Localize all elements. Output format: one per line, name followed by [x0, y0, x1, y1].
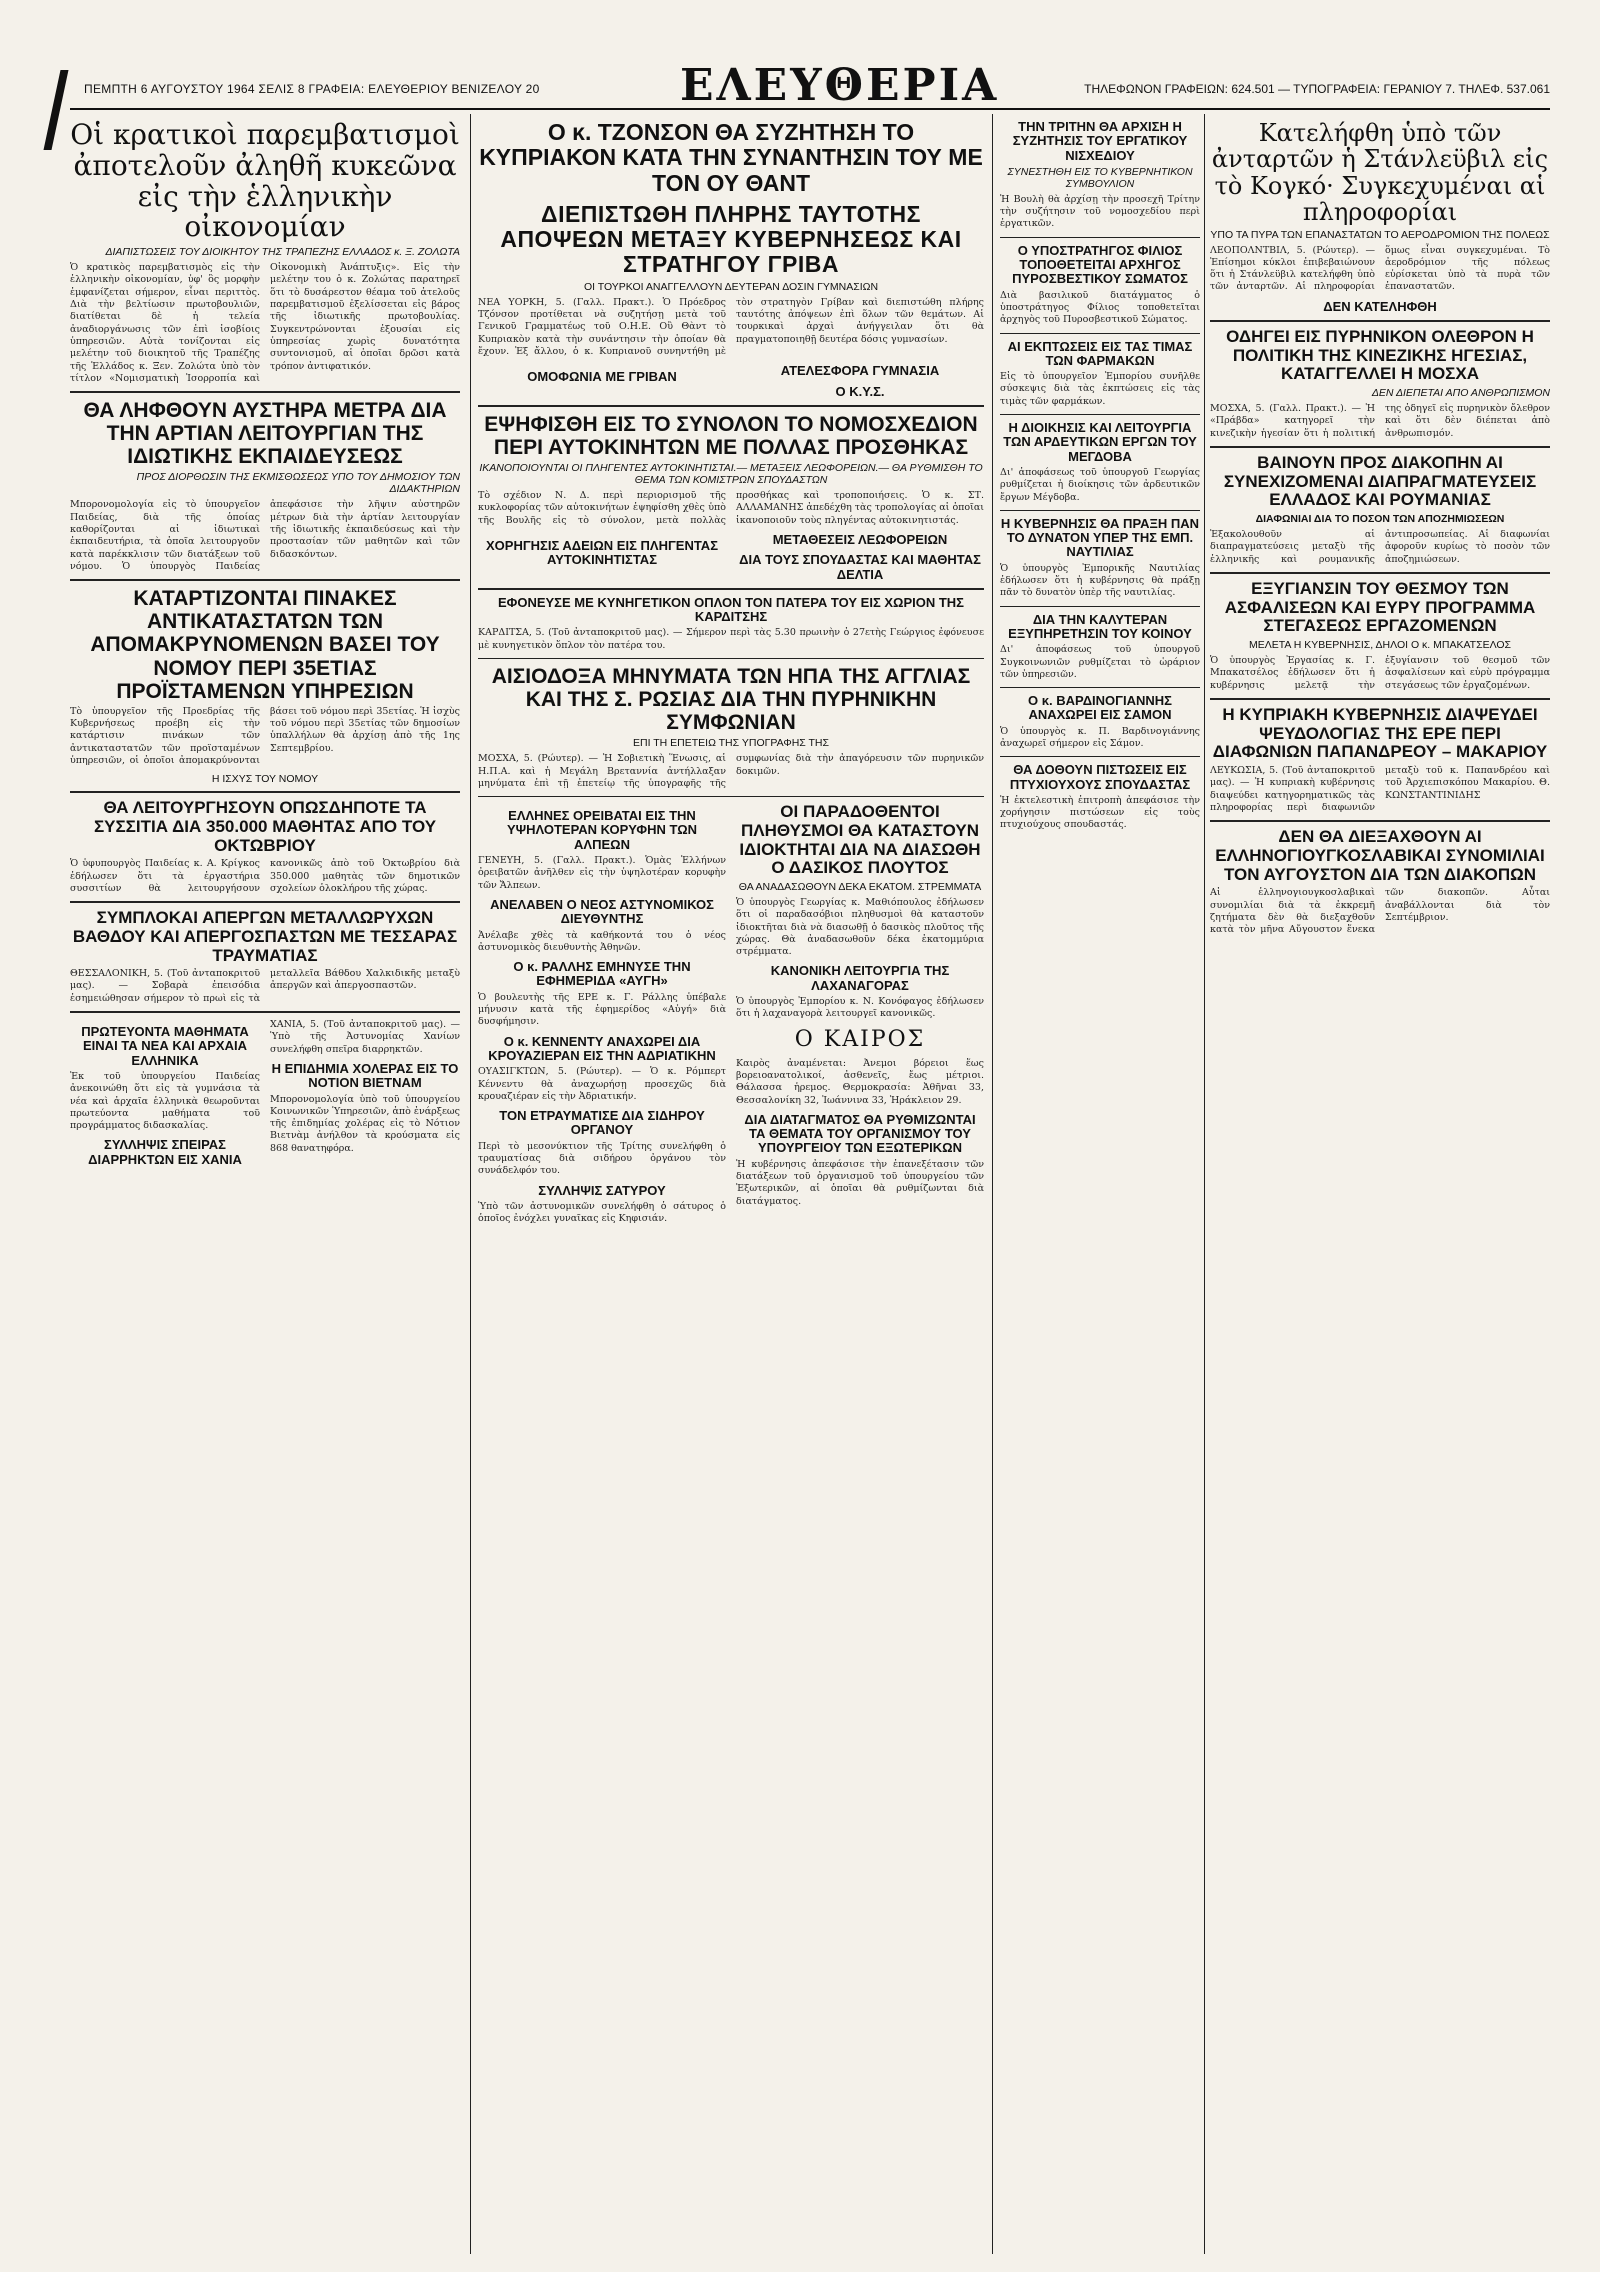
- headline-johnson-cyprus: Ο κ. ΤΖΟΝΣΟΝ ΘΑ ΣΥΖΗΤΗΣΗ ΤΟ ΚΥΠΡΙΑΚΟΝ ΚΑΤΑ ΤΗΝ ΣΥΝΑΝΤΗΣΙΝ ΤΟΥ ΜΕ ΤΟΝ ΟΥ ΘΑΝΤ: [479, 119, 983, 196]
- column-rule: [992, 114, 993, 2254]
- weather-heading: Ο ΚΑΙΡΟΣ: [794, 1026, 926, 1052]
- headline-cyprus-denial: Η ΚΥΠΡΙΑΚΗ ΚΥΒΕΡΝΗΣΙΣ ΔΙΑΨΕΥΔΕΙ ΨΕΥΔΟΛΟΓΙΑΣ ΤΗΣ ΕΡΕ ΠΕΡΙ ΔΙΑΦΩΝΙΩΝ ΠΑΠΑΝΔΡΕΟΥ – ΜΑΚΑΡΙΟΥ: [1212, 704, 1548, 762]
- box-headline: Ο Κ.Υ.Σ.: [835, 383, 885, 399]
- column-4: [1210, 114, 1550, 2254]
- headline-burglars-chania: ΣΥΛΛΗΨΙΣ ΣΠΕΙΡΑΣ ΔΙΑΡΡΗΚΤΩΝ ΕΙΣ ΧΑΝΙΑ: [88, 1137, 242, 1167]
- divider: [1000, 237, 1200, 238]
- divider: [70, 1011, 460, 1013]
- headline-greek-lessons: ΠΡΩΤΕΥΟΝΤΑ ΜΑΘΗΜΑΤΑ ΕΙΝΑΙ ΤΑ ΝΕΑ ΚΑΙ ΑΡΧΑΙΑ ΕΛΛΗΝΙΚΑ: [81, 1024, 249, 1068]
- headline-cars-bill: ΕΨΗΦΙΣΘΗ ΕΙΣ ΤΟ ΣΥΝΟΛΟΝ ΤΟ ΝΟΜΟΣΧΕΔΙΟΝ ΠΕΡΙ ΑΥΤΟΚΙΝΗΤΩΝ ΜΕ ΠΟΛΛΑΣ ΠΡΟΣΘΗΚΑΣ: [484, 412, 978, 459]
- headline-vardinogiannis: Ο κ. ΒΑΡΔΙΝΟΓΙΑΝΝΗΣ ΑΝΑΧΩΡΕΙ ΕΙΣ ΣΑΜΟΝ: [1028, 693, 1172, 723]
- article-body: Εἰς τὸ ὑπουργεῖον Ἐμπορίου συνῆλθε σύσκεψις διὰ τὰς ἐκπτώσεις εἰς τὰς τιμὰς τῶν φαρμάκων.: [1000, 371, 1200, 407]
- subheadline: ΟΙ ΤΟΥΡΚΟΙ ΑΝΑΓΓΕΛΛΟΥΝ ΔΕΥΤΕΡΑΝ ΔΟΣΙΝ ΓΥΜΝΑΣΙΩΝ: [583, 280, 879, 293]
- section-boxes: [478, 533, 984, 582]
- divider: [478, 588, 984, 590]
- newspaper-title: ΕΛΕΥΘΕΡΙΑ: [680, 60, 1000, 111]
- divider: [1210, 820, 1550, 822]
- headline-karditsa-murder: ΕΦΟΝΕΥΣΕ ΜΕ ΚΥΝΗΓΕΤΙΚΟΝ ΟΠΛΟΝ ΤΟΝ ΠΑΤΕΡΑ ΤΟΥ ΕΙΣ ΧΩΡΙΟΝ ΤΗΣ ΚΑΡΔΙΤΣΗΣ: [498, 594, 964, 625]
- lead-headline-economy: Οἱ κρατικοὶ παρεμβατισμοὶ ἀποτελοῦν ἀληθῆ κυκεῶνα εἰς τὴν ἑλληνικὴν οἰκονομίαν: [70, 118, 460, 244]
- article-body: Διὰ βασιλικοῦ διατάγματος ὁ ὑποστράτηγος Φίλιος τοποθετεῖται ἀρχηγὸς τοῦ Πυροσβεστικοῦ Σώματος.: [1000, 289, 1200, 326]
- divider: [1000, 510, 1200, 511]
- article-body: ΝΕΑ ΥΟΡΚΗ, 5. (Γαλλ. Πρακτ.). Ὁ Πρόεδρος Τζόνσον προτίθεται νὰ συζητήσῃ μετὰ τοῦ Γενικοῦ Γραμματέως τοῦ Ο.Η.Ε. Οὒ Θὰντ τὸ Κυπριακὸν κατὰ τὴν συνάντησιν τὴν ὁποίαν θὰ ἔχουν. Ἐξ ἄλλου, ὁ κ. Κυπριανοῦ συνηντήθη μὲ τὸν στρατηγὸν Γρίβαν καὶ διεπιστώθη πλήρης ταυτότης ἀπόψεων ἐπὶ ὅλων τῶν θεμάτων. Αἱ τουρκικαὶ ἀρχαὶ ἀνήγγειλαν ὅτι θὰ πραγματοποιηθῇ δευτέρα δόσις γυμνασίων.: [478, 296, 984, 357]
- article-body: ΟΥΑΣΙΓΚΤΩΝ, 5. (Ρώυτερ). — Ὁ κ. Ρόμπερτ Κέννεντυ θὰ ἀναχωρήσῃ προσεχῶς διὰ κρουαζιέραν εἰς τὴν Ἀδριατικήν.: [478, 1066, 726, 1102]
- article-body: ΛΕΥΚΩΣΙΑ, 5. (Τοῦ ἀνταποκριτοῦ μας). — Ἡ κυπριακὴ κυβέρνησις διαψεύδει κατηγορηματικῶς τὰς πληροφορίας περὶ διαφωνιῶν μεταξὺ τοῦ κ. Παπανδρέου καὶ τοῦ Ἀρχιεπισκόπου Μακαρίου. Θ. ΚΩΝΣΤΑΝΤΙΝΙΔΗΣ: [1210, 764, 1550, 813]
- box-headline: ΔΕΝ ΚΑΤΕΛΗΦΘΗ: [1323, 298, 1437, 314]
- headline-public-service: ΔΙΑ ΤΗΝ ΚΑΛΥΤΕΡΑΝ ΕΞΥΠΗΡΕΤΗΣΙΝ ΤΟΥ ΚΟΙΝΟΥ: [1008, 611, 1192, 641]
- column-rule: [1204, 114, 1205, 2254]
- article-body: Τὸ σχέδιον Ν. Δ. περὶ περιορισμοῦ τῆς κυκλοφορίας τῶν αὐτοκινήτων ἐψηφίσθη χθὲς ὑπὸ τῆς Βουλῆς εἰς τὸ σύνολον, μετὰ πολλὰς προσθήκας καὶ τροποποιήσεις. Ὁ κ. ΣΤ. ΑΛΛΑΜΑΝΗΣ ἀπεδέχθη τὰς τροπολογίας αἱ ὁποῖαι ἱκανοποιοῦν τοὺς πληγέντας αὐτοκινητιστάς.: [478, 490, 984, 526]
- subheadline: ΙΚΑΝΟΠΟΙΟΥΝΤΑΙ ΟΙ ΠΛΗΓΕΝΤΕΣ ΑΥΤΟΚΙΝΗΤΙΣΤΑΙ.— ΜΕΤΑΞΕΙΣ ΛΕΩΦΟΡΕΙΩΝ.— ΘΑ ΡΥΘΜΙΣΘΗ ΤΟ ΘΕΜΑ ΤΩΝ ΚΟΜΙΣΤΡΩΝ ΣΠΟΥΔΑΣΤΩΝ: [479, 462, 983, 487]
- headline-moscow-china: ΟΔΗΓΕΙ ΕΙΣ ΠΥΡΗΝΙΚΟΝ ΟΛΕΘΡΟΝ Η ΠΟΛΙΤΙΚΗ ΤΗΣ ΚΙΝΕΖΙΚΗΣ ΗΓΕΣΙΑΣ, ΚΑΤΑΓΓΕΛΛΕΙ Η ΜΟΣΧΑ: [1226, 327, 1534, 384]
- article-body: Ὁ ὑπουργὸς κ. Π. Βαρδινογιάννης ἀναχωρεῖ σήμερον εἰς Σάμον.: [1000, 725, 1200, 749]
- divider: [478, 796, 984, 797]
- subheadline: ΕΠΙ ΤΗ ΕΠΕΤΕΙΩ ΤΗΣ ΥΠΟΓΡΑΦΗΣ ΤΗΣ: [633, 737, 829, 750]
- headline-climbers: ΕΛΛΗΝΕΣ ΟΡΕΙΒΑΤΑΙ ΕΙΣ ΤΗΝ ΥΨΗΛΟΤΕΡΑΝ ΚΟΡΥΦΗΝ ΤΩΝ ΑΛΠΕΩΝ: [506, 808, 698, 852]
- headline-student-credits: ΘΑ ΔΟΘΟΥΝ ΠΙΣΤΩΣΕΙΣ ΕΙΣ ΠΤΥΧΙΟΥΧΟΥΣ ΣΠΟΥΔΑΣΤΑΣ: [1009, 762, 1191, 792]
- article-body: Ὁ ὑπουργὸς Ἐμπορικῆς Ναυτιλίας ἐδήλωσεν ὅτι ἡ κυβέρνησις θὰ πράξῃ πᾶν τὸ δυνατὸν ὑπὲρ τῆς ναυτιλίας.: [1000, 562, 1200, 599]
- article-body: Μπορονομολογία εἰς τὸ ὑπουργεῖον Παιδείας, διὰ τῆς ὁποίας καθορίζονται αἱ ἰδιωτικαὶ ἐκπαιδευτήρια, τὰ ὁποῖα λειτουργοῦν κατὰ παρέκκλισιν τῶν διατάξεων τοῦ νόμου. Ὁ ὑπουργὸς Παιδείας ἀπεφάσισε τὴν λῆψιν αὐστηρῶν μέτρων διὰ τὴν ἀρτίαν λειτουργίαν τῆς ἰδιωτικῆς ἐκπαιδεύσεως καὶ τὴν προστασίαν τῶν μαθητῶν καὶ τῶν διδασκόντων.: [70, 499, 460, 572]
- divider: [1210, 446, 1550, 448]
- article-body: ΜΟΣΧΑ, 5. (Γαλλ. Πρακτ.). — Ἡ «Πράβδα» κατηγορεῖ τὴν κινεζικὴν ἡγεσίαν ὅτι ἡ πολιτική της ὁδηγεῖ εἰς πυρηνικὸν ὄλεθρον καὶ ὅτι δὲν διέπεται ἀπὸ ἀνθρωπισμόν.: [1210, 403, 1550, 439]
- masthead-contacts: ΤΗΛΕΦΩΝΟΝ ΓΡΑΦΕΙΩΝ: 624.501 — ΤΥΠΟΓΡΑΦΕΙΑ: ΓΕΡΑΝΙΟΥ 7. ΤΗΛΕΦ. 537.061: [1084, 82, 1550, 96]
- box-headline: ΟΜΟΦΩΝΙΑ ΜΕ ΓΡΙΒΑΝ: [527, 369, 677, 385]
- masthead: [70, 62, 1550, 110]
- article-body: Ὁ ὑπουργὸς Ἐργασίας κ. Γ. Μπακατσέλος ἐδήλωσεν ὅτι ἡ κυβέρνησις μελετᾷ τὴν ἐξυγίανσιν τοῦ θεσμοῦ τῶν ἀσφαλίσεων καὶ εὐρὺ πρόγραμμα στεγάσεως τῶν ἐργαζομένων.: [1210, 655, 1550, 691]
- subheadline: ΠΡΟΣ ΔΙΟΡΘΩΣΙΝ ΤΗΣ ΕΚΜΙΣΘΩΣΕΩΣ ΥΠΟ ΤΟΥ ΔΗΜΟΣΙΟΥ ΤΩΝ ΔΙΔΑΚΤΗΡΙΩΝ: [136, 471, 460, 496]
- headline-romania-talks: ΒΑΙΝΟΥΝ ΠΡΟΣ ΔΙΑΚΟΠΗΝ ΑΙ ΣΥΝΕΧΙΖΟΜΕΝΑΙ ΔΙΑΠΡΑΓΜΑΤΕΥΣΕΙΣ ΕΛΛΑΔΟΣ ΚΑΙ ΡΟΥΜΑΝΙΑΣ: [1223, 453, 1537, 510]
- article-body: Ἐξακολουθοῦν αἱ διαπραγματεύσεις μεταξὺ τῆς ἑλληνικῆς καὶ ρουμανικῆς ἀντιπροσωπείας. Αἱ διαφωνίαι ἀφοροῦν κυρίως τὸ ποσὸν τῶν ἀποζημιώσεων.: [1210, 529, 1550, 565]
- article-body: Ἡ Βουλὴ θὰ ἀρχίσῃ τὴν προσεχῆ Τρίτην τὴν συζήτησιν τοῦ νομοσχεδίου περὶ ἐργατικῶν.: [1000, 193, 1200, 230]
- weather-report: Καιρὸς ἀναμένεται: Ἀνεμοι βόρειοι ἕως βορειοανατολικοί, ἀσθενεῖς, ἔως μέτριοι. Θάλασσα ἡρεμος. Θερμοκρασία: Ἀθῆναι 33, Θεσσαλονίκη 32, Ἰωάννινα 33, Ἡράκλειον 29.: [736, 1057, 984, 1106]
- column-1: [70, 114, 460, 2254]
- divider: [70, 901, 460, 903]
- headline-kennedy-cruise: Ο κ. ΚΕΝΝΕΝΤΥ ΑΝΑΧΩΡΕΙ ΔΙΑ ΚΡΟΥΑΖΙΕΡΑΝ ΕΙΣ ΤΗΝ ΑΔΡΙΑΤΙΚΗΝ: [488, 1033, 716, 1063]
- headline-police-director: ΑΝΕΛΑΒΕΝ Ο ΝΕΟΣ ΑΣΤΥΝΟΜΙΚΟΣ ΔΙΕΥΘΥΝΤΗΣ: [490, 896, 714, 927]
- page-edge-mark: [43, 70, 68, 150]
- headline-forest-owners: ΟΙ ΠΑΡΑΔΟΘΕΝΤΟΙ ΠΛΗΘΥΣΜΟΙ ΘΑ ΚΑΤΑΣΤΟΥΝ ΙΔΙΟΚΤΗΤΑΙ ΔΙΑ ΝΑ ΔΙΑΣΩΘΗ Ο ΔΑΣΙΚΟΣ ΠΛΟΥΤΟΣ: [739, 802, 981, 878]
- divider: [1000, 606, 1200, 607]
- headline-iron-tool: ΤΟΝ ΕΤΡΑΥΜΑΤΙΣΕ ΔΙΑ ΣΙΔΗΡΟΥ ΟΡΓΑΝΟΥ: [499, 1108, 705, 1138]
- headline-satyr-arrest: ΣΥΛΛΗΨΙΣ ΣΑΤΥΡΟΥ: [538, 1182, 666, 1198]
- article-body: Μπορονομολογία ὑπὸ τοῦ ὑπουργείου Κοινωνικῶν Ὑπηρεσιῶν, ἀπὸ ἐνάρξεως τῆς ἐπιδημίας χολέρας εἰς τὸ Νότιον Βιετνὰμ ἀνήλθον τὰ κρούσματα εἰς 868 θανατηφόρα.: [270, 1093, 460, 1154]
- article-body: Δι' ἀποφάσεως τοῦ ὑπουργοῦ Γεωργίας ρυθμίζεται ἡ διοίκησις τῶν ἀρδευτικῶν ἔργων Μέγδοβα.: [1000, 466, 1200, 503]
- headline-vegetable-market: ΚΑΝΟΝΙΚΗ ΛΕΙΤΟΥΡΓΙΑ ΤΗΣ ΛΑΧΑΝΑΓΟΡΑΣ: [770, 963, 950, 993]
- article-body: ΛΕΟΠΟΛΝΤΒΙΛ, 5. (Ρώυτερ). — Ἐπίσημοι κύκλοι ἐπιβεβαιώνουν ὅτι ἡ Στάνλεϋβιλ κατελήφθη ὑπὸ τῶν ἀνταρτῶν. Αἱ πληροφορίαι ὅμως εἶναι συγκεχυμέναι. Τὸ ἀεροδρόμιον τῆς πόλεως εὑρίσκεται ὑπὸ τὰ πυρὰ τῶν ἐπαναστατῶν.: [1210, 244, 1550, 293]
- divider: [478, 405, 984, 407]
- column-3: [1000, 114, 1200, 2254]
- subheadline: ΔΙΑΠΙΣΤΩΣΕΙΣ ΤΟΥ ΔΙΟΙΚΗΤΟΥ ΤΗΣ ΤΡΑΠΕΖΗΣ ΕΛΛΑΔΟΣ κ. Ξ. ΖΟΛΩΤΑ: [105, 246, 460, 259]
- divider: [1000, 414, 1200, 415]
- headline-school-meals: ΘΑ ΛΕΙΤΟΥΡΓΗΣΟΥΝ ΟΠΩΣΔΗΠΟΤΕ ΤΑ ΣΥΣΣΙΤΙΑ ΔΙΑ 350.000 ΜΑΘΗΤΑΣ ΑΠΟ ΤΟΥ ΟΚΤΩΒΡΙΟΥ: [93, 798, 437, 855]
- headline-miners-strike: ΣΥΜΠΛΟΚΑΙ ΑΠΕΡΓΩΝ ΜΕΤΑΛΛΩΡΥΧΩΝ ΒΑΘΔΟΥ ΚΑΙ ΑΠΕΡΓΟΣΠΑΣΤΩΝ ΜΕ ΤΕΣΣΑΡΑΣ ΤΡΑΥΜΑΤΙΑΣ: [72, 908, 458, 965]
- headline-private-education: ΘΑ ΛΗΦΘΟΥΝ ΑΥΣΤΗΡΑ ΜΕΤΡΑ ΔΙΑ ΤΗΝ ΑΡΤΙΑΝ ΛΕΙΤΟΥΡΓΙΑΝ ΤΗΣ ΙΔΙΩΤΙΚΗΣ ΕΚΠΑΙΔΕΥΣΕΩΣ: [83, 399, 447, 469]
- headline-insurance-housing: ΕΞΥΓΙΑΝΣΙΝ ΤΟΥ ΘΕΣΜΟΥ ΤΩΝ ΑΣΦΑΛΙΣΕΩΝ ΚΑΙ ΕΥΡΥ ΠΡΟΓΡΑΜΜΑ ΣΤΕΓΑΣΕΩΣ ΕΡΓΑΖΟΜΕΝΩΝ: [1224, 578, 1536, 636]
- two-column-briefs: [70, 1019, 460, 1167]
- subheadline: ΔΙΑΦΩΝΙΑΙ ΔΙΑ ΤΟ ΠΟΣΟΝ ΤΩΝ ΑΠΟΖΗΜΙΩΣΕΩΝ: [1255, 513, 1505, 526]
- headline-rallis-lawsuit: Ο κ. ΡΑΛΛΗΣ ΕΜΗΝΥΣΕ ΤΗΝ ΕΦΗΜΕΡΙΔΑ «ΑΥΓΗ»: [513, 959, 691, 989]
- subheadline: Η ΙΣΧΥΣ ΤΟΥ ΝΟΜΟΥ: [211, 773, 319, 786]
- divider: [1210, 572, 1550, 574]
- divider: [478, 658, 984, 659]
- divider: [70, 391, 460, 393]
- article-body: Περὶ τὸ μεσονύκτιον τῆς Τρίτης συνελήφθη ὁ τραυματίσας διὰ σιδήρου ὀργάνου τὸν συνάδελφόν του.: [478, 1140, 726, 1177]
- divider: [1000, 333, 1200, 334]
- box-headline: ΧΟΡΗΓΗΣΙΣ ΑΔΕΙΩΝ ΕΙΣ ΠΛΗΓΕΝΤΑΣ ΑΥΤΟΚΙΝΗΤΙΣΤΑΣ: [485, 537, 718, 568]
- box-headline: ΜΕΤΑΘΕΣΕΙΣ ΛΕΩΦΟΡΕΙΩΝ: [772, 531, 948, 547]
- article-body: ΧΑΝΙΑ, 5. (Τοῦ ἀνταποκριτοῦ μας). — Ὑπὸ τῆς Ἀστυνομίας Χανίων συνελήφθη σπεῖρα διαρρηκτῶν.: [270, 1019, 460, 1055]
- article-body: Ἡ κυβέρνησις ἀπεφάσισε τὴν ἐπανεξέτασιν τῶν διατάξεων τοῦ ὀργανισμοῦ τοῦ ὑπουργείου τῶν Ἐξωτερικῶν, αἱ ὁποῖαι θὰ ρυθμίζωνται διὰ διατάγματος.: [736, 1158, 984, 1207]
- headline-grivas: ΔΙΕΠΙΣΤΩΘΗ ΠΛΗΡΗΣ ΤΑΥΤΟΤΗΣ ΑΠΟΨΕΩΝ ΜΕΤΑΞΥ ΚΥΒΕΡΝΗΣΕΩΣ ΚΑΙ ΣΤΡΑΤΗΓΟΥ ΓΡΙΒΑ: [500, 200, 962, 278]
- article-body: Ἀνέλαβε χθὲς τὰ καθήκοντά του ὁ νέος ἀστυνομικὸς διευθυντὴς Ἀθηνῶν.: [478, 929, 726, 953]
- article-body: Ὁ ὑπουργὸς Γεωργίας κ. Μαθιόπουλος ἐδήλωσεν ὅτι οἱ παραδασόβιοι πληθυσμοὶ θὰ καταστοῦν ἰδιοκτῆται διὰ νὰ διασωθῇ ὁ δασικὸς πλοῦτος τῆς χώρας. Θὰ ἀναδασωθοῦν δέκα ἑκατομμύρια στρέμματα.: [736, 896, 984, 958]
- article-body: Ὁ ὑφυπουργὸς Παιδείας κ. Α. Κρίγκος ἐδήλωσεν ὅτι τὰ ἐργαστήρια συσσιτίων θὰ λειτουργήσουν κανονικῶς ἀπὸ τοῦ Ὀκτωβρίου διὰ 350.000 μαθητὰς τῶν δημοτικῶν σχολείων ὁλοκλήρου τῆς χώρας.: [70, 858, 460, 894]
- article-body: Ὑπὸ τῶν ἀστυνομικῶν συνελήφθη ὁ σάτυρος ὁ ὁποῖος ἐνόχλει γυναῖκας εἰς Κηφισιάν.: [478, 1200, 726, 1225]
- article-body: Δι' ἀποφάσεως τοῦ ὑπουργοῦ Συγκοινωνιῶν ρυθμίζεται τὸ ὡράριον τῶν ὑπηρεσιῶν.: [1000, 644, 1200, 680]
- headline-nuclear-treaty: ΑΙΣΙΟΔΟΞΑ ΜΗΝΥΜΑΤΑ ΤΩΝ ΗΠΑ ΤΗΣ ΑΓΓΛΙΑΣ ΚΑΙ ΤΗΣ Σ. ΡΩΣΙΑΣ ΔΙΑ ΤΗΝ ΠΥΡΗΝΙΚΗΝ ΣΥΜΦΩΝΙΑΝ: [491, 665, 971, 735]
- divider: [70, 579, 460, 581]
- article-body: Ὁ κρατικὸς παρεμβατισμὸς εἰς τὴν ἑλληνικὴν οἰκονομίαν, ὑφ' ὃς μορφὴν ἐμφανίζεται σήμερον, εἶναι περιττὸς. Διὰ τὴν βελτίωσιν πρωτοβουλιῶν, διατίθεται δὲ ἡ τελεία ἀναδιοργάνωσις τῶν ἐπὶ ἰσοβίοις ὑπηρεσιῶν. Αὐτὰ τονίζονται εἰς μελέτην τοῦ διοικητοῦ τῆς Τραπέζης τῆς Ἑλλάδος κ. Ξεν. Ζολώτα ὑπὸ τὸν τίτλον «Νομισματικὴ Ἰσορροπία καὶ Οἰκονομικὴ Ἀνάπτυξις». Εἰς τὴν μελέτην του ὁ κ. Ζολώτας παρατηρεῖ ὅτι τὸ δυσάρεστον θέαμα τοῦ ἀτελοῦς παρεμβατισμοῦ ἐξελίσσεται εἰς βάρος τῆς ἰδιωτικῆς πρωτοβουλίας. Συγκεντρώνονται ἐξουσίαι εἰς ὑπηρεσίας χωρὶς δυνατότητα συντονισμοῦ, αἱ ὁποῖαι δρῶσι κατὰ τρόπον ἀντιφατικόν.: [70, 262, 460, 384]
- article-body: Ὁ βουλευτὴς τῆς ΕΡΕ κ. Γ. Ράλλης ὑπέβαλε μήνυσιν κατὰ τῆς ἐφημερίδος «Αὐγή» διὰ δυσφήμησιν.: [478, 991, 726, 1028]
- article-body: ΓΕΝΕΥΗ, 5. (Γαλλ. Πρακτ.). Ὁμὰς Ἑλλήνων ὀρειβατῶν ἀνῆλθεν εἰς τὴν ὑψηλοτέραν κορυφὴν τῶν Ἄλπεων.: [478, 855, 726, 891]
- headline-replacements: ΚΑΤΑΡΤΙΖΟΝΤΑΙ ΠΙΝΑΚΕΣ ΑΝΤΙΚΑΤΑΣΤΑΤΩΝ ΤΩΝ ΑΠΟΜΑΚΡΥΝΟΜΕΝΩΝ ΒΑΣΕΙ ΤΟΥ ΝΟΜΟΥ ΠΕΡΙ 35ΕΤΙΑΣ ΠΡΟΪΣΤΑΜΕΝΩΝ ΥΠΗΡΕΣΙΩΝ: [90, 587, 440, 703]
- subheadline: ΘΑ ΑΝΑΔΑΣΩΘΟΥΝ ΔΕΚΑ ΕΚΑΤΟΜ. ΣΤΡΕΜΜΑΤΑ: [738, 880, 982, 893]
- subheadline: ΜΕΛΕΤΑ Η ΚΥΒΕΡΝΗΣΙΣ, ΔΗΛΟΙ Ο κ. ΜΠΑΚΑΤΣΕΛΟΣ: [1248, 639, 1512, 652]
- subheadline: ΣΥΝΕΣΤΗΘΗ ΕΙΣ ΤΟ ΚΥΒΕΡΝΗΤΙΚΟΝ ΣΥΜΒΟΥΛΙΟΝ: [1007, 165, 1193, 190]
- headline-labor-bill: ΤΗΝ ΤΡΙΤΗΝ ΘΑ ΑΡΧΙΣΗ Η ΣΥΖΗΤΗΣΙΣ ΤΟΥ ΕΡΓΑΤΙΚΟΥ ΝΙΣΧΕΔΙΟΥ: [1012, 119, 1188, 163]
- article-body: Ἡ ἐκτελεστικὴ ἐπιτροπὴ ἀπεφάσισε τὴν χορήγησιν πιστώσεων εἰς τοὺς πτυχιούχους σπουδαστάς.: [1000, 794, 1200, 831]
- headline-merchant-marine: Η ΚΥΒΕΡΝΗΣΙΣ ΘΑ ΠΡΑΞΗ ΠΑΝ ΤΟ ΔΥΝΑΤΟΝ ΥΠΕΡ ΤΗΣ ΕΜΠ. ΝΑΥΤΙΛΙΑΣ: [1000, 515, 1200, 560]
- section-boxes: [478, 364, 984, 399]
- two-column-briefs: [478, 803, 984, 1225]
- masthead-dateline: ΠΕΜΠΤΗ 6 ΑΥΓΟΥΣΤΟΥ 1964 ΣΕΛΙΣ 8 ΓΡΑΦΕΙΑ: ΕΛΕΥΘΕΡΙΟΥ ΒΕΝΙΖΕΛΟΥ 20: [84, 82, 540, 96]
- article-body: Ἐκ τοῦ ὑπουργείου Παιδείας ἀνεκοινώθη ὅτι εἰς τὰ γυμνάσια τὰ νέα καὶ ἀρχαῖα ἑλληνικὰ θεωροῦνται πρωτεύοντα μαθήματα τοῦ προγράμματος διδασκαλίας.: [70, 1070, 260, 1132]
- divider: [1210, 698, 1550, 700]
- article-body: Τὸ ὑπουργεῖον τῆς Προεδρίας τῆς Κυβερνήσεως προέβη εἰς τὴν κατάρτισιν πινάκων τῶν ἀντικαταστατῶν τῶν προϊσταμένων ὑπηρεσιῶν, οἱ ὁποῖοι ἀπομακρύνονται βάσει τοῦ νόμου περὶ 35ετίας. Ἡ ἰσχὺς τοῦ νόμου περὶ 35ετίας τῶν δημοσίων ὑπαλλήλων θὰ ἀρχίσῃ ἀπὸ τῆς 1ης Σεπτεμβρίου.: [70, 705, 460, 766]
- headline-megdova-works: Η ΔΙΟΙΚΗΣΙΣ ΚΑΙ ΛΕΙΤΟΥΡΓΙΑ ΤΩΝ ΑΡΔΕΥΤΙΚΩΝ ΕΡΓΩΝ ΤΟΥ ΜΕΓΔΟΒΑ: [1003, 420, 1197, 464]
- article-body: Ὁ ὑπουργὸς Ἐμπορίου κ. Ν. Κονόφαγος ἐδήλωσεν ὅτι ἡ λαχαναγορὰ λειτουργεῖ κανονικῶς.: [736, 996, 984, 1020]
- subheadline: ΥΠΟ ΤΑ ΠΥΡΑ ΤΩΝ ΕΠΑΝΑΣΤΑΤΩΝ ΤΟ ΑΕΡΟΔΡΟΜΙΟΝ ΤΗΣ ΠΟΛΕΩΣ: [1210, 228, 1550, 241]
- headline-cholera-vietnam: Η ΕΠΙΔΗΜΙΑ ΧΟΛΕΡΑΣ ΕΙΣ ΤΟ ΝΟΤΙΟΝ ΒΙΕΤΝΑΜ: [271, 1060, 459, 1091]
- article-body: ΚΑΡΔΙΤΣΑ, 5. (Τοῦ ἀνταποκριτοῦ μας). — Σήμερον περὶ τὰς 5.30 πρωινὴν ὁ 27ετὴς Γεώργιος ἐφόνευσε μὲ κυνηγετικὸν ὅπλον τὸν πατέρα του.: [478, 627, 984, 651]
- article-body: Αἱ ἑλληνογιουγκοσλαβικαὶ συνομιλίαι διὰ τὰ ἐκκρεμῆ ζητήματα δὲν θὰ διεξαχθοῦν κατὰ τὸν μῆνα Αὔγουστον ἕνεκα τῶν διακοπῶν. Αὗται ἀναβάλλονται διὰ τὸν Σεπτέμβριον.: [1210, 887, 1550, 936]
- divider: [1000, 687, 1200, 688]
- column-rule: [470, 114, 471, 2254]
- column-2: [478, 114, 984, 2254]
- article-body: ΜΟΣΧΑ, 5. (Ρώυτερ). — Ἡ Σοβιετικὴ Ἕνωσις, αἱ Η.Π.Α. καὶ ἡ Μεγάλη Βρεταννία ἀντήλλαξαν μηνύματα ἐπὶ τῇ ἐπετείῳ τῆς ὑπογραφῆς τῆς συμφωνίας διὰ τὴν ἀπαγόρευσιν τῶν πυρηνικῶν δοκιμῶν.: [478, 753, 984, 789]
- headline-fire-chief: Ο ΥΠΟΣΤΡΑΤΗΓΟΣ ΦΙΛΙΟΣ ΤΟΠΟΘΕΤΕΙΤΑΙ ΑΡΧΗΓΟΣ ΠΥΡΟΣΒΕΣΤΙΚΟΥ ΣΩΜΑΤΟΣ: [1012, 242, 1188, 287]
- subheadline: ΔΕΝ ΔΙΕΠΕΤΑΙ ΑΠΟ ΑΝΘΡΩΠΙΣΜΟΝ: [1371, 387, 1550, 400]
- headline-congo: Κατελήφθη ὑπὸ τῶν ἀνταρτῶν ἡ Στάνλεϋβιλ εἰς τὸ Κογκό· Συγκεχυμέναι αἱ πληροφορίαι: [1211, 119, 1549, 227]
- divider: [70, 791, 460, 793]
- headline-yugoslav-talks: ΔΕΝ ΘΑ ΔΙΕΞΑΧΘΟΥΝ ΑΙ ΕΛΛΗΝΟΓΙΟΥΓΚΟΣΛΑΒΙΚΑΙ ΣΥΝΟΜΙΛΙΑΙ ΤΟΝ ΑΥΓΟΥΣΤΟΝ ΔΙΑ ΤΩΝ ΔΙΑΚΟΠΩΝ: [1215, 827, 1545, 884]
- divider: [1210, 320, 1550, 322]
- headline-drug-prices: ΑΙ ΕΚΠΤΩΣΕΙΣ ΕΙΣ ΤΑΣ ΤΙΜΑΣ ΤΩΝ ΦΑΡΜΑΚΩΝ: [1007, 338, 1193, 368]
- article-body: ΘΕΣΣΑΛΟΝΙΚΗ, 5. (Τοῦ ἀνταποκριτοῦ μας). — Σοβαρὰ ἐπεισόδια ἐσημειώθησαν σήμερον τὸ πρωὶ εἰς τὰ μεταλλεῖα Βάθδου Χαλκιδικῆς μεταξὺ ἀπεργῶν καὶ ἀπεργοσπαστῶν.: [70, 968, 460, 1004]
- box-headline: ΔΙΑ ΤΟΥΣ ΣΠΟΥΔΑΣΤΑΣ ΚΑΙ ΜΑΘΗΤΑΣ ΔΕΛΤΙΑ: [739, 552, 981, 582]
- headline-foreign-ministry: ΔΙΑ ΔΙΑΤΑΓΜΑΤΟΣ ΘΑ ΡΥΘΜΙΖΩΝΤΑΙ ΤΑ ΘΕΜΑΤΑ ΤΟΥ ΟΡΓΑΝΙΣΜΟΥ ΤΟΥ ΥΠΟΥΡΓΕΙΟΥ ΤΩΝ ΕΞΩΤΕΡΙΚΩΝ: [744, 1111, 976, 1156]
- divider: [1000, 756, 1200, 757]
- box-headline: ΑΤΕΛΕΣΦΟΡΑ ΓΥΜΝΑΣΙΑ: [780, 363, 940, 379]
